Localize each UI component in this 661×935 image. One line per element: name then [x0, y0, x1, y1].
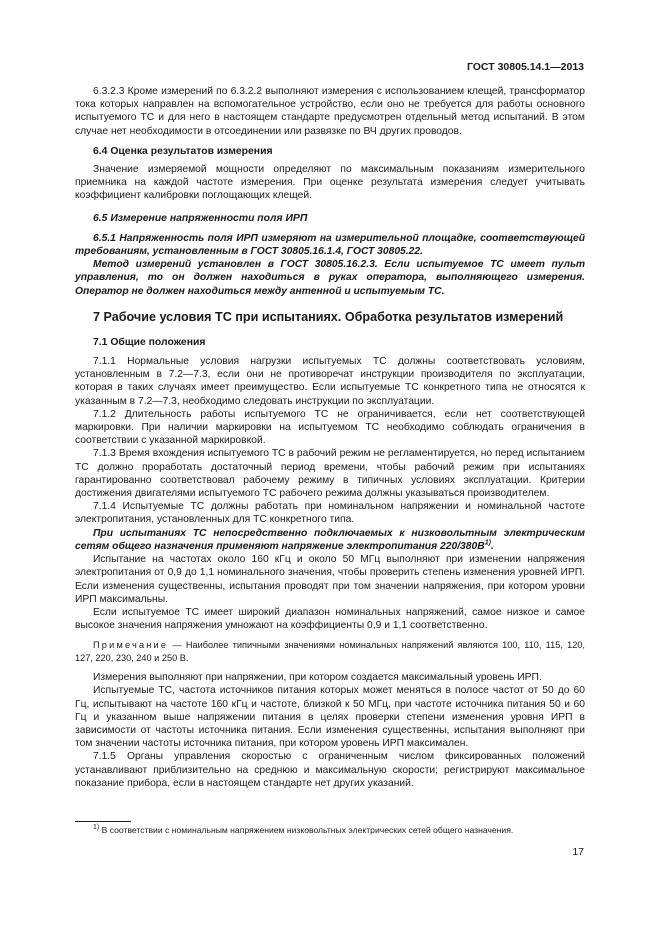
supply-voltage-end: .	[490, 540, 494, 552]
paragraph-7-1-1: 7.1.1 Нормальные условия нагрузки испытуемых ТС должны соответствовать условиям, установленным в 7.2—7.3, если они не противоречат инструкции производителя по эксплуатации, которая в таких случаях имеет преимущество. Если испытуемые ТС конкретного типа не относятся к указанным в 7.2—7.3, необходимо следовать инструкции по эксплуатации.	[75, 356, 585, 407]
paragraph-7-1-4-voltage-test: Испытание на частотах около 160 кГц и около 50 МГц выполняют при изменении напряжения электропитания от 0,9 до 1,1 номинального значения, чтобы проверить степень изменения уровней ИРП. Если изменения существенны, испытания проводят при том значении напряжения, при котором уровни ИРП максимальны.	[75, 554, 585, 605]
page-number: 17	[572, 846, 584, 858]
paragraph-7-1-5: 7.1.5 Органы управления скоростью с ограниченным числом фиксированных положений устанавливают приблизительно на среднюю и максимальную скорости; регистрируют максимальное показание прибора, если в настоящем стандарте нет других указаний.	[75, 751, 585, 789]
heading-6-4: 6.4 Оценка результатов измерения	[93, 145, 273, 157]
supply-voltage-text: При испытаниях ТС непосредственно подключаемых к низковольтным электрическим сетям общего назначения применяют напряжение электропитания 220/380В	[75, 527, 585, 552]
footnote-ref: 1)	[484, 539, 491, 547]
paragraph-6-5-1-method: Метод измерений установлен в ГОСТ 30805.16.2.3. Если испытуемое ТС имеет пульт управления, то он должен находиться в руках оператора, выполняющего измерения. Оператор не должен находиться между антенной и испытуемым ТС.	[75, 259, 585, 297]
paragraph-7-1-4: 7.1.4 Испытуемые ТС должны работать при номинальном напряжении и номинальной частоте электропитания, установленных для ТС конкретного типа.	[75, 501, 585, 526]
heading-7-1: 7.1 Общие положения	[93, 336, 206, 348]
paragraph-7-1-3: 7.1.3 Время вхождения испытуемого ТС в рабочий режим не регламентируется, но перед испытанием ТС должно проработать достаточный период времени, чтобы рабочий режим при испытаниях гарантированно соответствовал рабочему режиму в типичных условиях эксплуатации. Критерии достижения двигателями испытуемого ТС рабочего режима должны указываться производителем.	[75, 448, 585, 500]
paragraph-6-5-1: 6.5.1 Напряженность поля ИРП измеряют на измерительной площадке, соответствующей требованиям, установленным в ГОСТ 30805.16.1.4, ГОСТ 30805.22.	[75, 232, 585, 258]
paragraph-supply-frequency: Испытуемые ТС, частота источников питания которых может меняться в полосе частот от 50 до 60 Гц, испытывают на частоте 160 кГц и частоте, близкой к 50 МГц, при частоте источника питания 50 и 60 Гц и указанном выше напряжении питания в целях проверки степени изменения уровня ИРП в зависимости от частоты источника питания. Если изменения существенны, испытания выполняют при том значении частоты источника питания, при котором уровень ИРП максимален.	[75, 685, 585, 750]
paragraph-6-4: Значение измеряемой мощности определяют по максимальным показаниям измерительного приемника на каждой частоте измерения. При оценке результата измерения следует учитывать коэффициент калибровки поглощающих клещей.	[75, 164, 585, 202]
standard-header: ГОСТ 30805.14.1—2013	[466, 61, 584, 73]
note	[75, 639, 585, 664]
paragraph-6-3-2-3: 6.3.2.3 Кроме измерений по 6.3.2.2 выполняют измерения с использованием клещей, трансформатор тока которых направлен на вспомогательное устройство, если оно не требуется для работы основного испытуемого ТС и для него в настоящем стандарте предусмотрен отдельный метод испытаний. В этом случае нет необходимости в отсоединении или развязке по ВЧ других проводов.	[75, 86, 585, 137]
paragraph-max-level: Измерения выполняют при напряжении, при котором создается максимальный уровень ИРП.	[93, 672, 542, 684]
page-body	[75, 85, 585, 790]
paragraph-7-1-2: 7.1.2 Длительность работы испытуемого ТС не ограничивается, если нет соответствующей маркировки. При наличии маркировки на испытуемом ТС необходимо соблюдать ограничения в соответствии с указанной маркировкой.	[75, 408, 585, 447]
note-text: — Наиболее типичными значениями номинальных напряжений являются 100, 110, 115, 120, 127, 220, 230, 240 и 250 В.	[75, 640, 585, 663]
paragraph-7-1-4-wide-range: Если испытуемое ТС имеет широкий диапазон номинальных напряжений, самое низкое и самое высокое значения напряжения умножают на коэффициенты 0,9 и 1,1 соответственно.	[75, 606, 585, 632]
heading-6-5: 6.5 Измерение напряженности поля ИРП	[93, 212, 308, 224]
note-label: Примечание	[93, 640, 169, 651]
paragraph-7-1-4-supply-voltage	[75, 527, 585, 553]
heading-section-7: 7 Рабочие условия ТС при испытаниях. Обработка результатов измерений	[93, 309, 564, 324]
footnote-divider	[75, 821, 131, 822]
footnote-text: В соответствии с номинальным напряжением низковольтных электрических сетей общего назначения.	[99, 825, 514, 835]
footnote	[75, 825, 585, 836]
footnote-mark: 1)	[93, 824, 100, 832]
